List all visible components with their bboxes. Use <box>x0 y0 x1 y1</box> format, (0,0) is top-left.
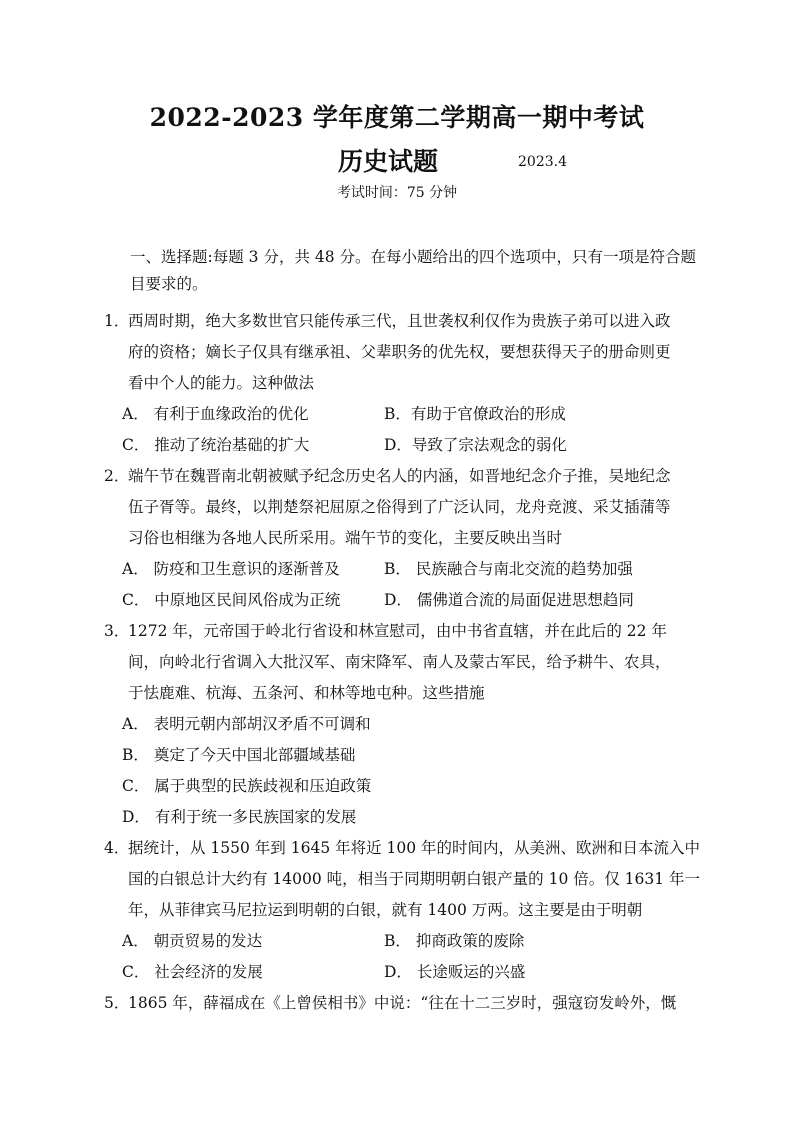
option-c: C． 社会经济的发展 <box>122 963 263 981</box>
question-text: 伍子胥等。最终，以荆楚祭祀屈原之俗得到了广泛认同，龙舟竞渡、采艾插蒲等 <box>128 498 671 516</box>
question-text: 1272 年，元帝国于岭北行省设和林宣慰司，由中书省直辖，并在此后的 22 年 <box>128 622 667 640</box>
exam-duration: 考试时间：75 分钟 <box>336 185 458 201</box>
question-number: 3． <box>104 622 130 640</box>
question-text: 看中个人的能力。这种做法 <box>128 374 315 392</box>
option-a: A． 防疫和卫生意识的逐渐普及 <box>122 560 340 578</box>
question-number: 5． <box>104 994 130 1012</box>
option-d: D．导致了宗法观念的弱化 <box>384 436 567 454</box>
option-d: D． 长途贩运的兴盛 <box>384 963 526 981</box>
option-b: B．有助于官僚政治的形成 <box>384 405 566 423</box>
option-d: D． 有利于统一多民族国家的发展 <box>122 808 357 826</box>
question-number: 4． <box>104 839 130 857</box>
question-text: 年，从菲律宾马尼拉运到明朝的白银，就有 1400 万两。这主要是由于明朝 <box>128 901 643 919</box>
question-text: 端午节在魏晋南北朝被赋予纪念历史名人的内涵，如晋地纪念介子推，吴地纪念 <box>128 467 671 485</box>
question-text: 间，向岭北行省调入大批汉军、南宋降军、南人及蒙古军民，给予耕牛、农具， <box>128 653 671 671</box>
question-text: 据统计，从 1550 年到 1645 年将近 100 年的时间内，从美洲、欧洲和日本流入中 <box>128 839 701 857</box>
option-b: B． 奠定了今天中国北部疆域基础 <box>122 746 356 764</box>
question-text: 国的白银总计大约有 14000 吨，相当于同期明朝白银产量的 10 倍。仅 1631 年一 <box>128 870 701 888</box>
option-b: B． 抑商政策的废除 <box>384 932 525 950</box>
exam-title: 2022-2023 学年度第二学期高一期中考试 <box>149 103 645 132</box>
option-a: A． 有利于血缘政治的优化 <box>122 405 309 423</box>
question-text: 西周时期，绝大多数世官只能传承三代，且世袭权利仅作为贵族子弟可以进入政 <box>128 312 671 330</box>
option-c: C． 推动了统治基础的扩大 <box>122 436 310 454</box>
option-d: D． 儒佛道合流的局面促进思想趋同 <box>384 591 634 609</box>
question-text: 习俗也相继为各地人民所采用。端午节的变化，主要反映出当时 <box>128 529 563 547</box>
question-text: 1865 年，薛福成在《上曾侯相书》中说：“往在十二三岁时，强寇窃发岭外，慨 <box>128 994 677 1012</box>
question-text: 府的资格；嫡长子仅具有继承祖、父辈职务的优先权，要想获得天子的册命则更 <box>128 343 671 361</box>
option-c: C． 属于典型的民族歧视和压迫政策 <box>122 777 372 795</box>
option-c: C． 中原地区民间风俗成为正统 <box>122 591 341 609</box>
question-text: 于怯鹿难、杭海、五条河、和林等地屯种。这些措施 <box>128 684 485 702</box>
question-number: 1． <box>104 312 130 330</box>
option-b: B． 民族融合与南北交流的趋势加强 <box>384 560 633 578</box>
option-a: A． 表明元朝内部胡汉矛盾不可调和 <box>122 715 371 733</box>
option-a: A． 朝贡贸易的发达 <box>122 932 263 950</box>
section-heading-line: 目要求的。 <box>130 275 208 293</box>
exam-date: 2023.4 <box>518 154 567 170</box>
exam-subject: 历史试题 <box>338 147 439 176</box>
section-heading-line: 一、选择题:每题 3 分，共 48 分。在每小题给出的四个选项中，只有一项是符合题 <box>130 248 697 266</box>
question-number: 2． <box>104 467 130 485</box>
